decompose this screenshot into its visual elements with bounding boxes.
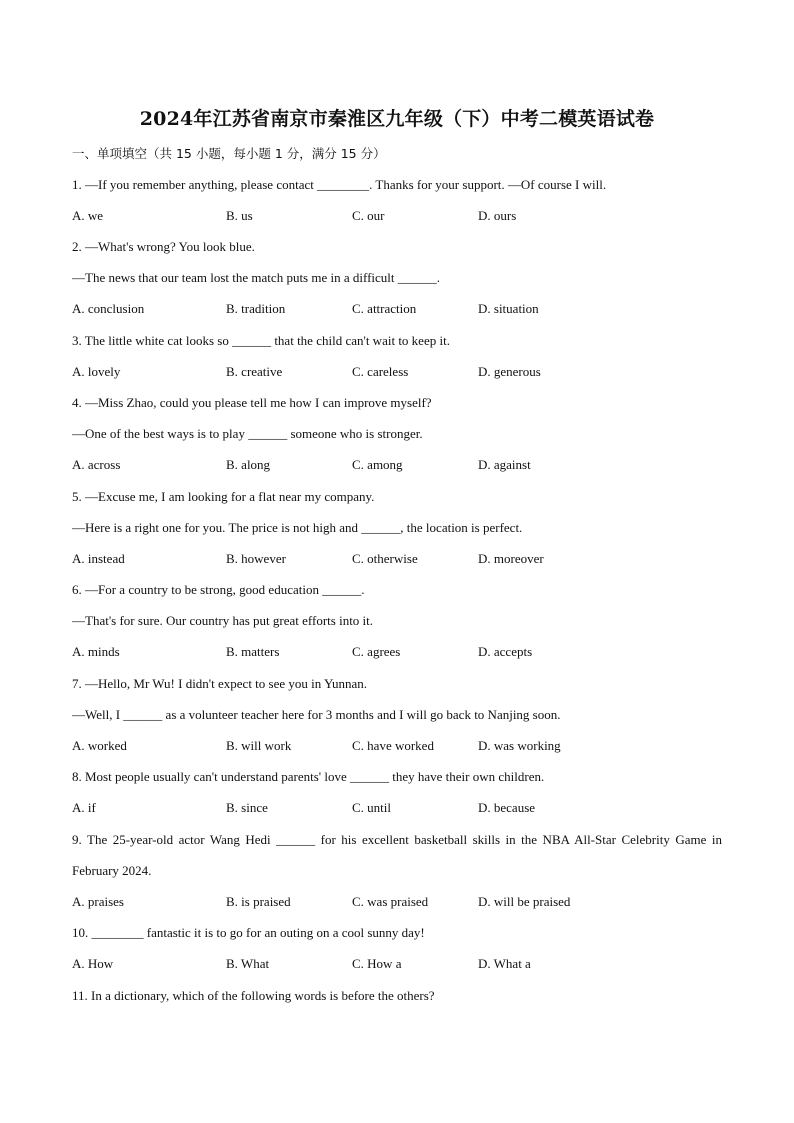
question-2-line-2: —The news that our team lost the match puts me in a difficult ______.	[72, 270, 441, 285]
option-d[interactable]: D. against	[478, 457, 531, 472]
option-a[interactable]: A. we	[72, 208, 104, 223]
option-b[interactable]: B. tradition	[226, 301, 286, 316]
option-c[interactable]: C. have worked	[352, 738, 434, 753]
option-d[interactable]: D. What a	[478, 956, 531, 971]
question-1-options	[72, 208, 722, 224]
option-b[interactable]: B. us	[226, 208, 253, 223]
question-7-line-2: —Well, I ______ as a volunteer teacher here for 3 months and I will go back to Nanjing soon.	[72, 707, 561, 722]
question-2-line-1: 2. —What's wrong? You look blue.	[72, 239, 255, 254]
option-c[interactable]: C. attraction	[352, 301, 417, 316]
option-d[interactable]: D. moreover	[478, 551, 544, 566]
section-heading: 一、单项填空（共 15 小题，每小题 1 分，满分 15 分）	[72, 146, 386, 161]
question-6-line-1: 6. —For a country to be strong, good education ______.	[72, 582, 365, 597]
option-a[interactable]: A. How	[72, 956, 114, 971]
option-d[interactable]: D. situation	[478, 301, 539, 316]
question-1-line-1: 1. —If you remember anything, please contact ________. Thanks for your support. —Of course I will.	[72, 177, 607, 192]
option-a[interactable]: A. worked	[72, 738, 127, 753]
option-a[interactable]: A. minds	[72, 644, 120, 659]
question-10-line-1: 10. ________ fantastic it is to go for an outing on a cool sunny day!	[72, 925, 425, 940]
option-a[interactable]: A. across	[72, 457, 121, 472]
option-a[interactable]: A. conclusion	[72, 301, 145, 316]
option-a[interactable]: A. instead	[72, 551, 125, 566]
question-11-line-1: 11. In a dictionary, which of the following words is before the others?	[72, 988, 435, 1003]
option-b[interactable]: B. matters	[226, 644, 280, 659]
option-c[interactable]: C. was praised	[352, 894, 429, 909]
question-6-options	[72, 644, 722, 660]
question-3-line-1: 3. The little white cat looks so ______ that the child can't wait to keep it.	[72, 333, 450, 348]
question-5-line-2: —Here is a right one for you. The price is not high and ______, the location is perfect.	[72, 520, 523, 535]
option-b[interactable]: B. is praised	[226, 894, 291, 909]
question-8-options	[72, 800, 722, 816]
question-5-line-1: 5. —Excuse me, I am looking for a flat near my company.	[72, 489, 375, 504]
question-3-options	[72, 364, 722, 380]
option-d[interactable]: D. accepts	[478, 644, 533, 659]
option-c[interactable]: C. agrees	[352, 644, 401, 659]
option-a[interactable]: A. if	[72, 800, 96, 815]
option-b[interactable]: B. along	[226, 457, 271, 472]
question-6-line-2: —That's for sure. Our country has put great efforts into it.	[72, 613, 374, 628]
option-d[interactable]: D. will be praised	[478, 894, 571, 909]
question-7-line-1: 7. —Hello, Mr Wu! I didn't expect to see you in Yunnan.	[72, 676, 367, 691]
option-d[interactable]: D. was working	[478, 738, 561, 753]
question-9-text: 9. The 25-year-old actor Wang Hedi ______ for his excellent basketball skills in the NBA All-Star Celebrity Game in February 2024.	[72, 832, 722, 878]
question-4-line-2: —One of the best ways is to play ______ someone who is stronger.	[72, 426, 423, 441]
option-b[interactable]: B. since	[226, 800, 268, 815]
option-b[interactable]: B. What	[226, 956, 270, 971]
option-c[interactable]: C. How a	[352, 956, 402, 971]
option-c[interactable]: C. among	[352, 457, 403, 472]
option-d[interactable]: D. because	[478, 800, 536, 815]
option-a[interactable]: A. lovely	[72, 364, 121, 379]
question-2-options	[72, 301, 722, 317]
question-9-options	[72, 894, 722, 910]
question-7-options	[72, 738, 722, 754]
option-c[interactable]: C. our	[352, 208, 385, 223]
question-4-line-1: 4. —Miss Zhao, could you please tell me how I can improve myself?	[72, 395, 432, 410]
question-8-line-1: 8. Most people usually can't understand parents' love ______ they have their own children.	[72, 769, 545, 784]
question-5-options	[72, 551, 722, 567]
option-b[interactable]: B. creative	[226, 364, 283, 379]
option-b[interactable]: B. will work	[226, 738, 292, 753]
option-d[interactable]: D. generous	[478, 364, 541, 379]
exam-title: 2024年江苏省南京市秦淮区九年级（下）中考二模英语试卷	[139, 108, 655, 130]
option-a[interactable]: A. praises	[72, 894, 124, 909]
question-4-options	[72, 457, 722, 473]
option-b[interactable]: B. however	[226, 551, 286, 566]
option-c[interactable]: C. until	[352, 800, 392, 815]
option-c[interactable]: C. otherwise	[352, 551, 418, 566]
option-c[interactable]: C. careless	[352, 364, 409, 379]
option-d[interactable]: D. ours	[478, 208, 517, 223]
question-10-options	[72, 956, 722, 972]
